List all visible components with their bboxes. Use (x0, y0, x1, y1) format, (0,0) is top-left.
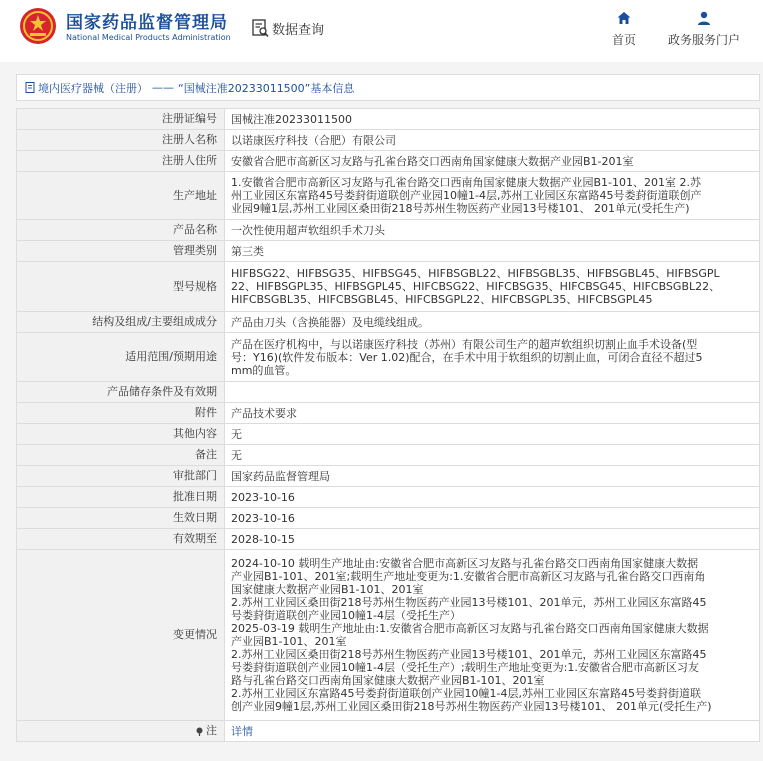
detail-value (225, 403, 760, 423)
details-link[interactable]: 详情 (231, 724, 253, 738)
detail-label: 有效期至 (17, 529, 225, 549)
detail-label: 变更情况 (17, 550, 225, 720)
detail-value-line: 一次性使用超声软组织手术刀头 (231, 223, 385, 237)
detail-value-line: 国家健康大数据产业园B1-101、201室 (231, 583, 424, 596)
detail-label: 型号规格 (17, 262, 225, 311)
detail-value-line: 2023-10-16 (231, 490, 295, 504)
detail-value-line: 2.苏州工业园区桑田街218号苏州生物医药产业园13号楼101、201单元，苏州工业园区东富路45 (231, 648, 707, 661)
detail-row (17, 172, 760, 220)
detail-value (225, 445, 760, 465)
detail-value (225, 466, 760, 486)
detail-row (17, 529, 760, 550)
detail-row (17, 382, 760, 403)
detail-label: 生产地址 (17, 172, 225, 219)
detail-value-line: 22、HIFBSGPL35、HIFBSGPL45、HIFCBSG22、HIFCBSG35、HIFCBSG45、HIFCBSGBL22、 (231, 280, 721, 293)
detail-row (17, 151, 760, 172)
detail-row (17, 424, 760, 445)
detail-value (225, 312, 760, 332)
detail-value (225, 172, 760, 219)
detail-value-line: 1.安徽省合肥市高新区习友路与孔雀台路交口西南角国家健康大数据产业园B1-101、201室 2.苏 (231, 176, 701, 189)
detail-label: 其他内容 (17, 424, 225, 444)
detail-label: 备注 (17, 445, 225, 465)
detail-value-line: 2025-03-19 载明生产地址由:1.安徽省合肥市高新区习友路与孔雀台路交口西南角国家健康大数据 (231, 622, 709, 635)
detail-value-line: mm的血管。 (231, 363, 297, 377)
breadcrumb-record: “国械注准20233011500”基本信息 (178, 81, 355, 95)
detail-value (225, 487, 760, 507)
nav-service-label: 政务服务门户 (668, 33, 741, 47)
breadcrumb-section[interactable]: 境内医疗器械（注册） (38, 81, 148, 95)
site-header (0, 0, 763, 58)
detail-label: 生效日期 (17, 508, 225, 528)
detail-row (17, 445, 760, 466)
detail-value (225, 382, 760, 402)
national-emblem-icon (18, 6, 58, 46)
detail-value (225, 262, 760, 311)
detail-value-line: 路与孔雀台路交口西南角国家健康大数据产业园B1-101、201室 (231, 674, 545, 687)
detail-row (17, 220, 760, 241)
detail-value (225, 529, 760, 549)
data-query-label: 数据查询 (272, 22, 325, 38)
detail-value-line: 产品由刀头（含换能器）及电缆线组成。 (231, 315, 429, 329)
detail-row (17, 241, 760, 262)
detail-row (17, 487, 760, 508)
home-icon (616, 10, 632, 26)
detail-label: 注册人住所 (17, 151, 225, 171)
detail-value-line: 国家药品监督管理局 (231, 469, 330, 483)
site-name-en: National Medical Products Administration (66, 33, 231, 42)
registration-detail-table (16, 108, 760, 742)
note-label-cell (17, 721, 225, 741)
breadcrumb (16, 74, 760, 101)
breadcrumb-separator: —— (152, 81, 174, 94)
pin-icon (195, 727, 204, 736)
detail-value (225, 424, 760, 444)
detail-row (17, 466, 760, 487)
detail-value-line: 业园9幢1层,苏州工业园区桑田街218号苏州生物医药产业园13号楼101、 201单元(受托生产) (231, 202, 690, 215)
detail-value-line: 号娄葑街道联创产业园10幢1-4层（受托生产）;载明生产地址变更为:1.安徽省合肥市高新区习友 (231, 661, 699, 674)
detail-row (17, 262, 760, 312)
detail-value-line: 无 (231, 427, 242, 441)
detail-value-line: 产业园B1-101、201室;载明生产地址变更为:1.安徽省合肥市高新区习友路与孔雀台路交口西南角 (231, 570, 706, 583)
detail-row (17, 550, 760, 721)
detail-label: 批准日期 (17, 487, 225, 507)
detail-value-line: 产品技术要求 (231, 406, 297, 420)
document-search-icon (252, 19, 269, 38)
detail-value-line: 第三类 (231, 244, 264, 258)
detail-value (225, 109, 760, 129)
detail-row (17, 130, 760, 151)
detail-value-line: 安徽省合肥市高新区习友路与孔雀台路交口西南角国家健康大数据产业园B1-201室 (231, 154, 634, 168)
detail-value-line: 2024-10-10 载明生产地址由:安徽省合肥市高新区习友路与孔雀台路交口西南角国家健康大数据 (231, 557, 699, 570)
detail-value (225, 151, 760, 171)
detail-row (17, 508, 760, 529)
detail-value (225, 220, 760, 240)
detail-value-line: 州工业园区东富路45号娄葑街道联创产业园10幢1-4层,苏州工业园区东富路45号娄葑街道联创产 (231, 189, 702, 202)
detail-value-line: 产品在医疗机构中，与以诺康医疗科技（苏州）有限公司生产的超声软组织切割止血手术设备(型 (231, 337, 698, 351)
detail-label: 注册人名称 (17, 130, 225, 150)
detail-value-line: 国械注准20233011500 (231, 112, 352, 126)
detail-value-line: 2023-10-16 (231, 511, 295, 525)
detail-value (225, 130, 760, 150)
detail-value-line: 2.苏州工业园区东富路45号娄葑街道联创产业园10幢1-4层,苏州工业园区东富路45号娄葑街道联 (231, 687, 701, 700)
user-icon (696, 10, 712, 26)
nav-home-label: 首页 (612, 33, 637, 47)
nav-service-portal[interactable] (668, 10, 740, 48)
detail-value (225, 333, 760, 381)
detail-value (225, 550, 760, 720)
detail-label: 适用范围/预期用途 (17, 333, 225, 381)
note-label: 注 (206, 724, 217, 737)
detail-row (17, 109, 760, 130)
note-row (17, 721, 760, 742)
note-value-cell (225, 721, 760, 741)
detail-value-line: HIFCBSGBL35、HIFCBSGBL45、HIFCBSGPL22、HIFCBSGPL35、HIFCBSGPL45 (231, 293, 653, 306)
detail-value-line: 2028-10-15 (231, 532, 295, 546)
detail-value-line: 2.苏州工业园区桑田街218号苏州生物医药产业园13号楼101、201单元，苏州工业园区东富路45 (231, 596, 707, 609)
detail-label: 产品储存条件及有效期 (17, 382, 225, 402)
detail-label: 管理类别 (17, 241, 225, 261)
detail-row (17, 403, 760, 424)
detail-value-line: 号娄葑街道联创产业园10幢1-4层（受托生产） (231, 609, 461, 622)
data-query-link[interactable] (252, 16, 324, 40)
document-icon (25, 82, 36, 93)
detail-value (225, 508, 760, 528)
detail-value-line: 无 (231, 448, 242, 462)
nav-home[interactable] (612, 10, 636, 48)
detail-label: 注册证编号 (17, 109, 225, 129)
detail-value-line: HIFBSG22、HIFBSG35、HIFBSG45、HIFBSGBL22、HIFBSGBL35、HIFBSGBL45、HIFBSGPL (231, 267, 720, 280)
site-name: 国家药品监督管理局 (66, 13, 228, 33)
detail-row (17, 333, 760, 382)
detail-value-line: 产业园B1-101、201室 (231, 635, 347, 648)
detail-row (17, 312, 760, 333)
detail-label: 附件 (17, 403, 225, 423)
detail-label: 产品名称 (17, 220, 225, 240)
detail-value-line: 号：Y16)(软件发布版本：Ver 1.02)配合，在手术中用于软组织的切割止血，可闭合直径不超过5 (231, 350, 703, 364)
detail-value-line: 创产业园9幢1层,苏州工业园区桑田街218号苏州生物医药产业园13号楼101、 201单元(受托生产) (231, 700, 712, 713)
detail-value (225, 241, 760, 261)
detail-value-line: 以诺康医疗科技（合肥）有限公司 (231, 133, 396, 147)
detail-label: 审批部门 (17, 466, 225, 486)
detail-label: 结构及组成/主要组成成分 (17, 312, 225, 332)
